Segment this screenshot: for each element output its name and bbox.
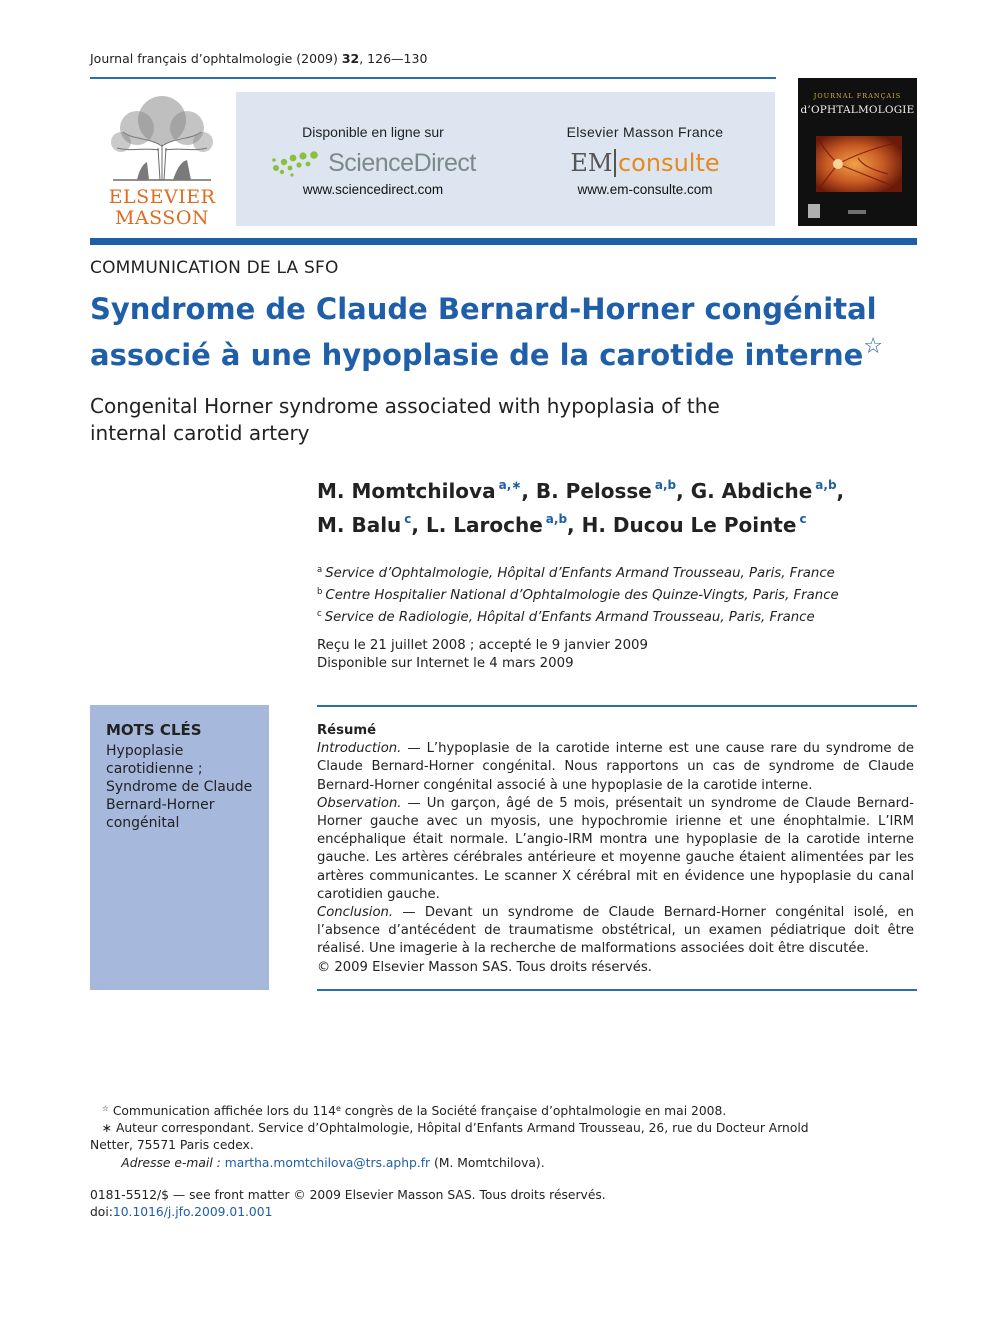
title-footnote-star-icon[interactable]: ☆ bbox=[863, 334, 884, 359]
elsevier-masson-logo bbox=[103, 92, 221, 228]
emconsulte-label: Elsevier Masson France bbox=[566, 124, 724, 140]
journal-citation bbox=[90, 51, 427, 66]
abstract-introduction: Introduction. — L’hypoplasie de la carotide interne est une cause rare du syndrome de Claude Bernard-Horner congénital. Nous rapportons un cas de syndrome de Claude Bernard-Horner congénital associé à une hypoplasie de la carotide interne. bbox=[317, 741, 914, 793]
abstract bbox=[317, 722, 914, 977]
footnote-star-icon: ☆ bbox=[101, 1104, 109, 1113]
author-name: M. Balu bbox=[317, 513, 402, 537]
footnotes bbox=[90, 1100, 830, 1172]
author-name: M. Momtchilova bbox=[317, 479, 496, 503]
subtitle-line-1: Congenital Horner syndrome associated with hypoplasia of the bbox=[90, 394, 720, 418]
footnote-star: ☆ Communication affichée lors du 114e congrès de la Société française d’ophtalmologie en mai 2008. bbox=[101, 1104, 727, 1118]
received-accepted-date: Reçu le 21 juillet 2008 ; accepté le 9 janvier 2009 bbox=[317, 638, 648, 653]
issn-line: 0181-5512/$ — see front matter © 2009 Elsevier Masson SAS. Tous droits réservés. bbox=[90, 1188, 606, 1202]
keywords-box bbox=[90, 705, 269, 990]
em-wordmark: EM bbox=[570, 149, 613, 177]
author-line-1: M. Momtchilova $^{a,∗}$, B. Pelosse $^{a,b}$, G. Abdiche $^{a,b}$, bbox=[317, 478, 845, 503]
affiliation-item: $^c$ Service de Radiologie, Hôpital d’Enfants Armand Trousseau, Paris, France bbox=[317, 609, 815, 625]
journal-cover bbox=[798, 78, 917, 226]
keywords-list bbox=[106, 742, 256, 832]
header-rule bbox=[90, 77, 776, 79]
emconsulte-block bbox=[540, 124, 750, 197]
em-divider bbox=[614, 149, 616, 177]
journal-name: Journal français d’ophtalmologie (2009) bbox=[90, 51, 342, 66]
abstract-conclusion: Conclusion. — Devant un syndrome de Claude Bernard-Horner congénital isolé, en l’absence d’antécédent de traumatisme obstétrical, un examen pédiatrique doit être réalisé. Une imagerie à la recherche de malformations associées doit être discutée. bbox=[317, 905, 914, 957]
keyword-item: Syndrome de Claude Bernard-Horner congénital bbox=[106, 779, 253, 831]
affiliation-item: $^a$ Service d’Ophtalmologie, Hôpital d’Enfants Armand Trousseau, Paris, France bbox=[317, 565, 835, 581]
abstract-heading: Résumé bbox=[317, 723, 377, 738]
masson-wordmark: MASSON bbox=[114, 207, 210, 229]
author-name: H. Ducou Le Pointe bbox=[581, 513, 797, 537]
doi-link[interactable]: 10.1016/j.jfo.2009.01.001 bbox=[112, 1205, 273, 1220]
affiliation-list bbox=[317, 561, 917, 627]
cover-top-line: JOURNAL FRANÇAIS bbox=[813, 92, 902, 100]
article-dates bbox=[317, 637, 917, 673]
emconsulte-logo bbox=[540, 146, 750, 180]
author-affiliation-mark[interactable]: c bbox=[799, 512, 807, 526]
author-name: L. Laroche bbox=[425, 513, 543, 537]
article-subtitle bbox=[90, 393, 790, 447]
sciencedirect-wordmark: ScienceDirect bbox=[328, 148, 476, 177]
journal-pages: , 126—130 bbox=[359, 51, 428, 66]
journal-volume: 32 bbox=[341, 51, 360, 66]
doi-line: doi:10.1016/j.jfo.2009.01.001 bbox=[90, 1205, 273, 1220]
elsevier-wordmark: ELSEVIER bbox=[108, 186, 216, 208]
emconsulte-url[interactable]: www.em-consulte.com bbox=[577, 182, 713, 197]
author-affiliation-mark[interactable]: a,b bbox=[654, 478, 677, 492]
keyword-item: Hypoplasie carotidienne ; bbox=[106, 743, 203, 777]
sciencedirect-block bbox=[258, 124, 488, 197]
footnote-email: Adresse e-mail : martha.momtchilova@trs.aphp.fr (M. Momtchilova). bbox=[121, 1155, 545, 1170]
author-affiliation-mark[interactable]: a,b bbox=[545, 512, 568, 526]
abstract-bottom-rule bbox=[317, 989, 917, 991]
author-affiliation-mark[interactable]: a,b bbox=[815, 478, 837, 492]
fundus-image-icon bbox=[798, 78, 917, 226]
email-link[interactable]: martha.momtchilova@trs.aphp.fr bbox=[224, 1155, 431, 1170]
author-line-2: M. Balu $^c$, L. Laroche $^{a,b}$, H. Ducou Le Pointe $^c$ bbox=[317, 512, 807, 537]
author-affiliation-mark[interactable]: c bbox=[404, 512, 412, 526]
abstract-observation: Observation. — Un garçon, âgé de 5 mois, présentait un syndrome de Claude Bernard-Horner gauche avec un myosis, une hypochromie irienne et une énophtalmie. L’IRM encéphalique était normale. L’angio-IRM montra une hypoplasie de la carotide interne gauche. Les artères cérébrales antérieure et moyenne gauche étaient alimentées par les artères communicantes. Le scanner X cérébral mit en évidence une hypoplasie du canal carotidien gauche. bbox=[317, 795, 914, 902]
consulte-wordmark: consulte bbox=[617, 149, 720, 177]
footnote-corresponding-author: ∗ Auteur correspondant. Service d’Ophtalmologie, Hôpital d’Enfants Armand Trousseau, 26, rue du Docteur Arnold Netter, 75571 Paris cedex. bbox=[90, 1121, 809, 1153]
affiliation-item: $^b$ Centre Hospitalier National d’Ophtalmologie des Quinze-Vingts, Paris, France bbox=[317, 587, 839, 603]
subtitle-line-2: internal carotid artery bbox=[90, 421, 310, 445]
header-thick-rule bbox=[90, 238, 917, 245]
sciencedirect-url[interactable]: www.sciencedirect.com bbox=[302, 182, 444, 197]
author-affiliation-mark[interactable]: a,∗ bbox=[498, 478, 522, 492]
sciencedirect-dots-icon bbox=[270, 148, 322, 178]
keywords-heading: MOTS CLÉS bbox=[106, 721, 202, 739]
title-line-2: associé à une hypoplasie de la carotide interne bbox=[90, 338, 864, 372]
title-line-1: Syndrome de Claude Bernard-Horner congénital bbox=[90, 292, 877, 326]
sciencedirect-logo bbox=[258, 146, 488, 180]
elsevier-tree-icon bbox=[103, 92, 221, 184]
author-name: B. Pelosse bbox=[535, 479, 652, 503]
cover-title: d’OPHTALMOLOGIE bbox=[800, 104, 915, 116]
sciencedirect-label: Disponible en ligne sur bbox=[302, 124, 444, 140]
abstract-copyright: © 2009 Elsevier Masson SAS. Tous droits réservés. bbox=[317, 959, 652, 975]
abstract-top-rule bbox=[317, 705, 917, 707]
author-list bbox=[317, 471, 917, 539]
article-title bbox=[90, 290, 890, 374]
asterisk-icon: ∗ bbox=[101, 1121, 113, 1136]
section-label: COMMUNICATION DE LA SFO bbox=[90, 258, 339, 278]
article-identifiers bbox=[90, 1187, 830, 1221]
online-date: Disponible sur Internet le 4 mars 2009 bbox=[317, 656, 574, 671]
author-name: G. Abdiche bbox=[690, 479, 813, 503]
